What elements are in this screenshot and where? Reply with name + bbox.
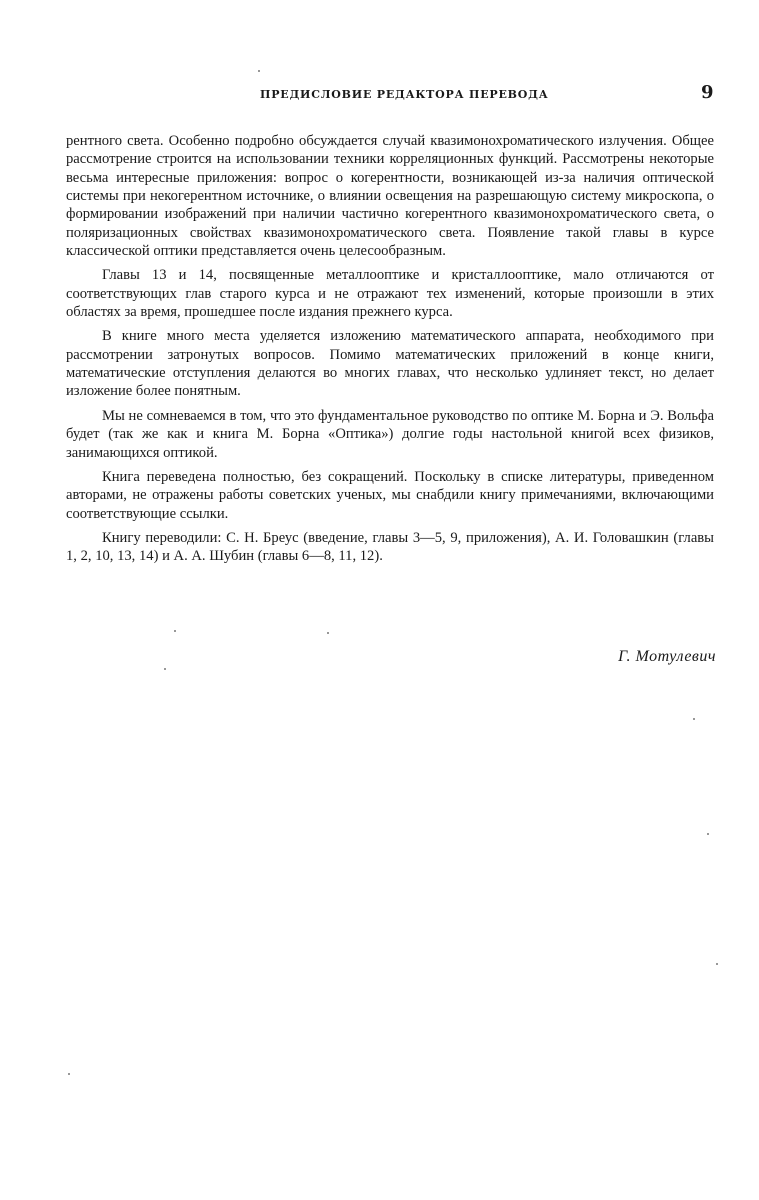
paragraph-1: рентного света. Особенно подробно обсуждается случай квазимонохроматического излучения. Общее рассмотрение строится на использовании техники корреляционных функций. Рассмотрены некоторые весьма интересные приложения: вопрос о когерентности, возникающей из-за наличия оптической системы при некогерентном источнике, о влиянии освещения на разрешающую систему микроскопа, о формировании изображений при наличии частично когерентного квазимонохроматического света, о поляризационных свойствах квазимонохроматического света. Появление такой главы в курсе классической оптики представляется очень целесообразным. (66, 133, 714, 260)
running-head: ПРЕДИСЛОВИЕ РЕДАКТОРА ПЕРЕВОДА (260, 88, 549, 101)
scan-speck (258, 70, 260, 72)
paragraph-5: Книга переведена полностью, без сокращений. Поскольку в списке литературы, приведенном авторами, не отражены работы советских ученых, мы снабдили книгу примечаниями, включающими соответствующие ссылки. (66, 468, 714, 522)
signature: Г. Мотулевич (618, 648, 716, 665)
scan-speck (327, 632, 329, 634)
scan-speck (68, 1073, 70, 1075)
scan-speck (693, 718, 695, 720)
paragraph-4: Мы не сомневаемся в том, что это фундаментальное руководство по оптике М. Борна и Э. Вольфа будет (так же как и книга М. Борна «Оптика») долгие годы настольной книгой всех физиков, занимающихся оптикой. (66, 407, 714, 461)
paragraph-6: Книгу переводили: С. Н. Бреус (введение, главы 3—5, 9, приложения), А. И. Головашкин (главы 1, 2, 10, 13, 14) и А. А. Шубин (главы 6—8, 11, 12). (66, 529, 714, 565)
scan-speck (716, 963, 718, 965)
scan-speck (164, 668, 166, 670)
paragraph-3: В книге много места уделяется изложению математического аппарата, необходимого при рассмотрении затронутых вопросов. Помимо математических приложений в конце книги, математические отступления делаются во многих главах, что несколько удлиняет текст, но делает изложение более понятным. (66, 328, 714, 400)
scan-speck (707, 833, 709, 835)
paragraph-2: Главы 13 и 14, посвященные металлооптике и кристаллооптике, мало отличаются от соответствующих глав старого курса и не отражают тех изменений, которые произошли в этих областях за время, прошедшее после издания прежнего курса. (66, 267, 714, 321)
body-text (66, 132, 714, 572)
page-number: 9 (701, 82, 714, 103)
scan-speck (174, 630, 176, 632)
